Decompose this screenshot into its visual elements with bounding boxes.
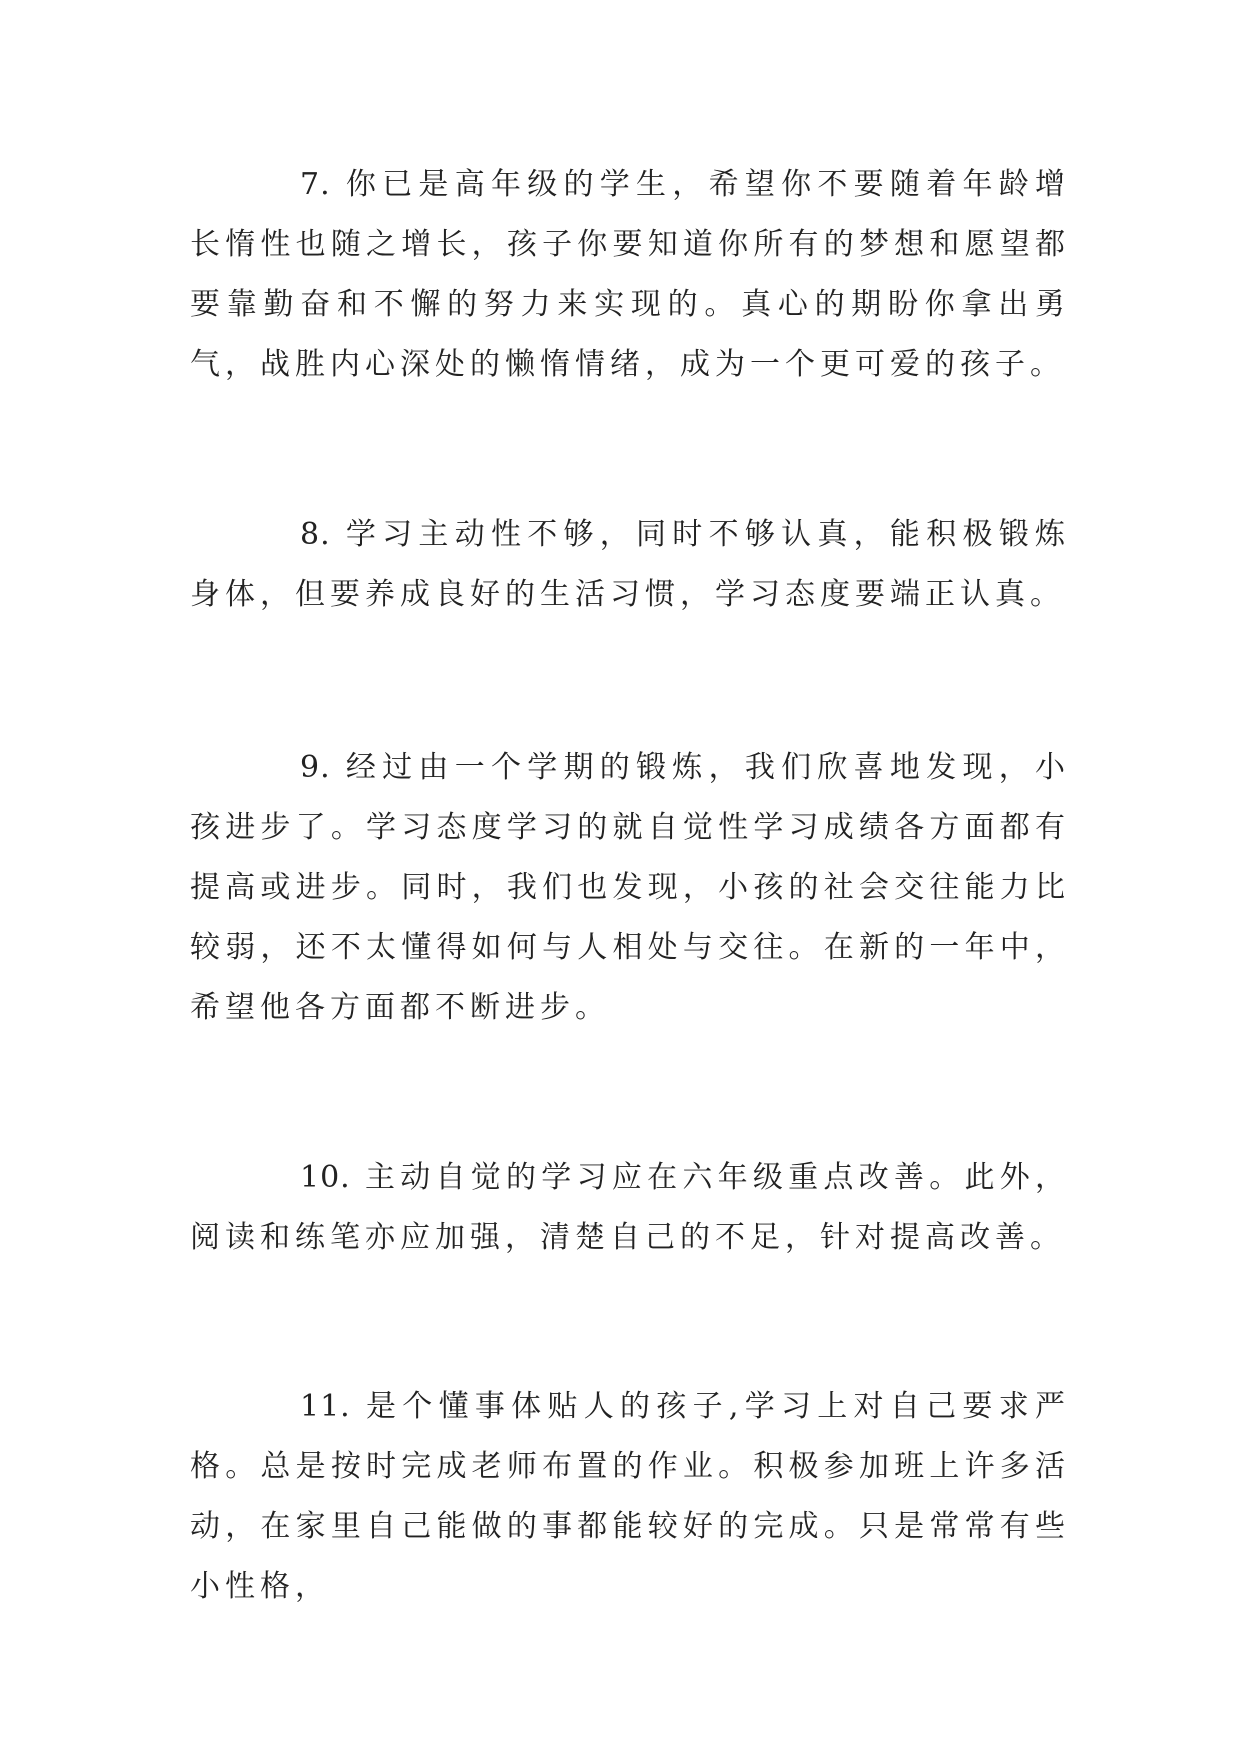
paragraph-text: 是个懂事体贴人的孩子,学习上对自己要求严格。总是按时完成老师布置的作业。积极参加班上许多活动，在家里自己能做的事都能较好的完成。只是常常有些小性格， [190, 1389, 1070, 1604]
paragraph-number: 10. [300, 1160, 351, 1195]
paragraph-text: 经过由一个学期的锻炼，我们欣喜地发现，小孩进步了。学习态度学习的就自觉性学习成绩各方面都有提高或进步。同时，我们也发现，小孩的社会交往能力比较弱，还不太懂得如何与人相处与交往。在新的一年中，希望他各方面都不断进步。 [190, 750, 1070, 1025]
paragraph-number: 11. [300, 1389, 351, 1424]
paragraph-text: 主动自觉的学习应在六年级重点改善。此外，阅读和练笔亦应加强，清楚自己的不足，针对提高改善。 [190, 1160, 1070, 1255]
comment-paragraph-7 [190, 155, 1070, 395]
paragraph-number: 8. [300, 517, 331, 552]
comment-paragraph-8 [190, 505, 1070, 625]
paragraph-text: 你已是高年级的学生，希望你不要随着年龄增长惰性也随之增长，孩子你要知道你所有的梦想和愿望都要靠勤奋和不懈的努力来实现的。真心的期盼你拿出勇气，战胜内心深处的懒惰情绪，成为一个更可爱的孩子。 [190, 167, 1070, 382]
comment-paragraph-9 [190, 738, 1070, 1038]
paragraph-number: 7. [300, 167, 331, 202]
comment-paragraph-10 [190, 1148, 1070, 1268]
comment-paragraph-11 [190, 1377, 1070, 1617]
paragraph-number: 9. [300, 750, 331, 785]
paragraph-text: 学习主动性不够，同时不够认真，能积极锻炼身体，但要养成良好的生活习惯，学习态度要端正认真。 [190, 517, 1070, 612]
